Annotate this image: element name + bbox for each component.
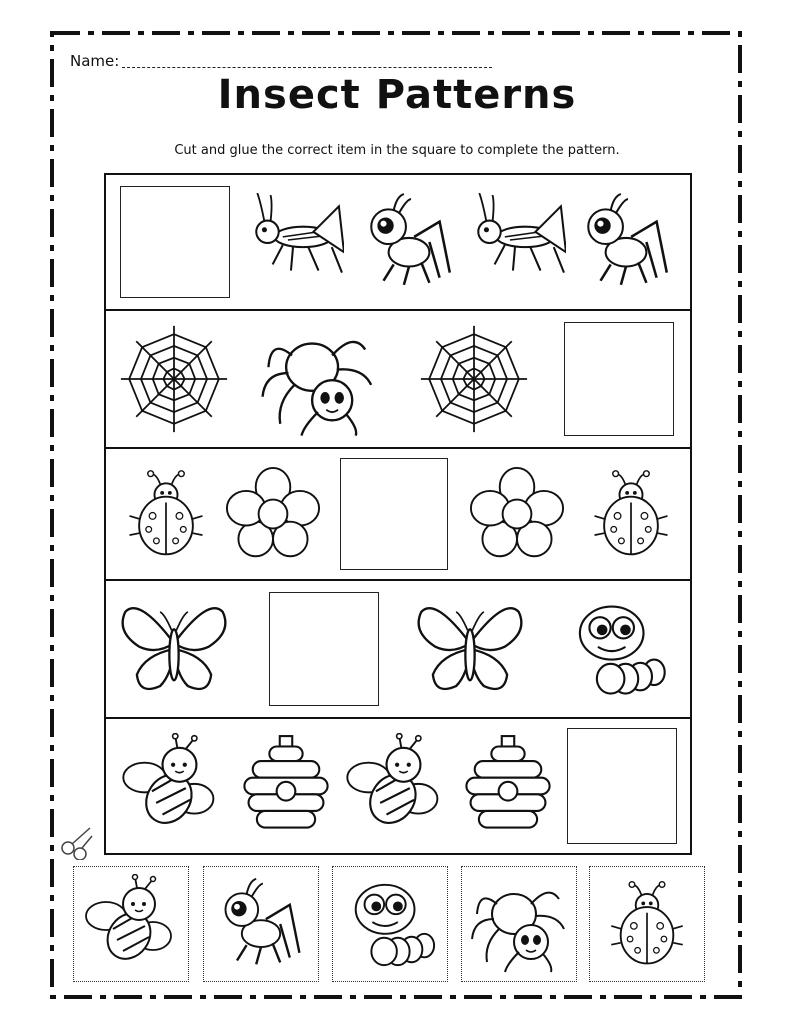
bee-icon [340, 719, 450, 853]
cutout-cricket[interactable] [203, 866, 319, 982]
ladybug-icon [116, 449, 216, 579]
cutout-bee[interactable] [73, 866, 189, 982]
answer-box[interactable] [558, 311, 680, 447]
answer-box[interactable] [264, 581, 384, 717]
spider-icon [256, 311, 380, 447]
beehive-icon [230, 719, 342, 853]
spider-icon [469, 874, 569, 974]
scissors-icon [60, 826, 94, 860]
cutout-caterpillar[interactable] [332, 866, 448, 982]
cutout-spider[interactable] [461, 866, 577, 982]
cutout-strip [73, 866, 723, 984]
cricket-icon [570, 175, 682, 309]
flower-icon [462, 449, 572, 579]
answer-box[interactable] [562, 719, 682, 853]
beehive-icon [452, 719, 564, 853]
butterfly-icon [112, 581, 236, 717]
bee-icon [116, 719, 226, 853]
grasshopper-icon [460, 175, 570, 309]
pattern-row-5 [106, 719, 690, 853]
pattern-table [104, 173, 692, 855]
ladybug-icon [578, 449, 684, 579]
answer-box[interactable] [338, 449, 450, 579]
pattern-row-2 [106, 311, 690, 449]
grasshopper-icon [238, 175, 348, 309]
cutout-ladybug[interactable] [589, 866, 705, 982]
spiderweb-icon [412, 311, 536, 447]
pattern-row-3 [106, 449, 690, 581]
bee-icon [81, 874, 181, 974]
page-title: Insect Patterns [217, 72, 577, 118]
ladybug-icon [600, 877, 694, 971]
flower-icon [218, 449, 328, 579]
caterpillar-icon [558, 581, 676, 717]
spiderweb-icon [112, 311, 236, 447]
cricket-icon [354, 175, 464, 309]
instructions-text: Cut and glue the correct item in the square to complete the pattern. [174, 143, 620, 158]
answer-box[interactable] [116, 175, 234, 309]
cricket-icon [213, 876, 309, 972]
pattern-row-4 [106, 581, 690, 719]
name-label: Name: [70, 52, 120, 70]
butterfly-icon [408, 581, 532, 717]
name-field[interactable] [122, 67, 492, 68]
pattern-row-1 [106, 175, 690, 311]
caterpillar-icon [341, 875, 439, 973]
